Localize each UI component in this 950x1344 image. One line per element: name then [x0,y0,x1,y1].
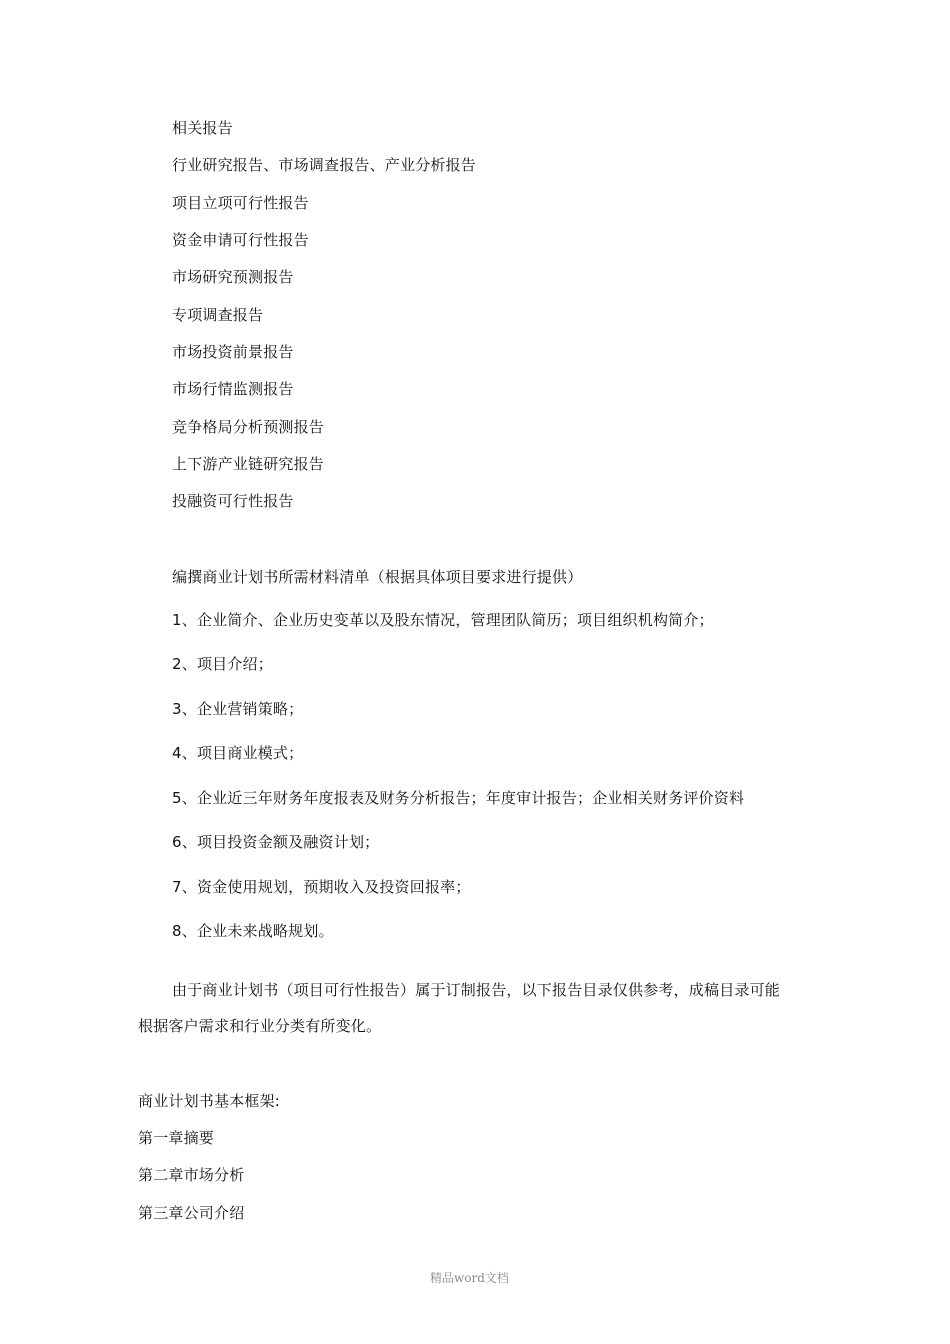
chapter-item: 第二章市场分析 [138,1166,245,1184]
related-report-item: 上下游产业链研究报告 [172,455,325,473]
related-report-item: 市场研究预测报告 [172,268,294,286]
materials-item: 4、项目商业模式； [172,744,304,762]
related-report-item: 投融资可行性报告 [172,492,294,510]
related-report-item: 专项调查报告 [172,306,264,324]
footer-watermark: 精品word文档 [430,1271,509,1285]
related-report-item: 市场行情监测报告 [172,380,294,398]
materials-item: 6、项目投资金额及融资计划； [172,833,380,851]
chapter-item: 第三章公司介绍 [138,1204,245,1222]
materials-heading: 编撰商业计划书所需材料清单（根据具体项目要求进行提供） [172,568,583,586]
related-report-item: 项目立项可行性报告 [172,194,309,212]
related-report-item: 资金申请可行性报告 [172,231,309,249]
related-reports-heading: 相关报告 [172,119,233,137]
related-report-item: 市场投资前景报告 [172,343,294,361]
chapter-item: 第一章摘要 [138,1129,215,1147]
related-report-item: 行业研究报告、市场调查报告、产业分析报告 [172,156,477,174]
materials-item: 8、企业未来战略规划。 [172,922,334,940]
note-paragraph-line-2: 根据客户需求和行业分类有所变化。 [138,1017,382,1035]
materials-item: 5、企业近三年财务年度报表及财务分析报告；年度审计报告；企业相关财务评价资料 [172,789,745,807]
materials-item: 2、项目介绍； [172,655,273,673]
framework-heading: 商业计划书基本框架: [138,1092,281,1110]
related-report-item: 竞争格局分析预测报告 [172,418,325,436]
materials-item: 7、资金使用规划，预期收入及投资回报率； [172,878,471,896]
materials-item: 3、企业营销策略； [172,700,304,718]
materials-item: 1、企业简介、企业历史变革以及股东情况，管理团队简历；项目组织机构简介； [172,611,714,629]
note-paragraph-line-1: 由于商业计划书（项目可行性报告）属于订制报告，以下报告目录仅供参考，成稿目录可能 [172,981,781,999]
